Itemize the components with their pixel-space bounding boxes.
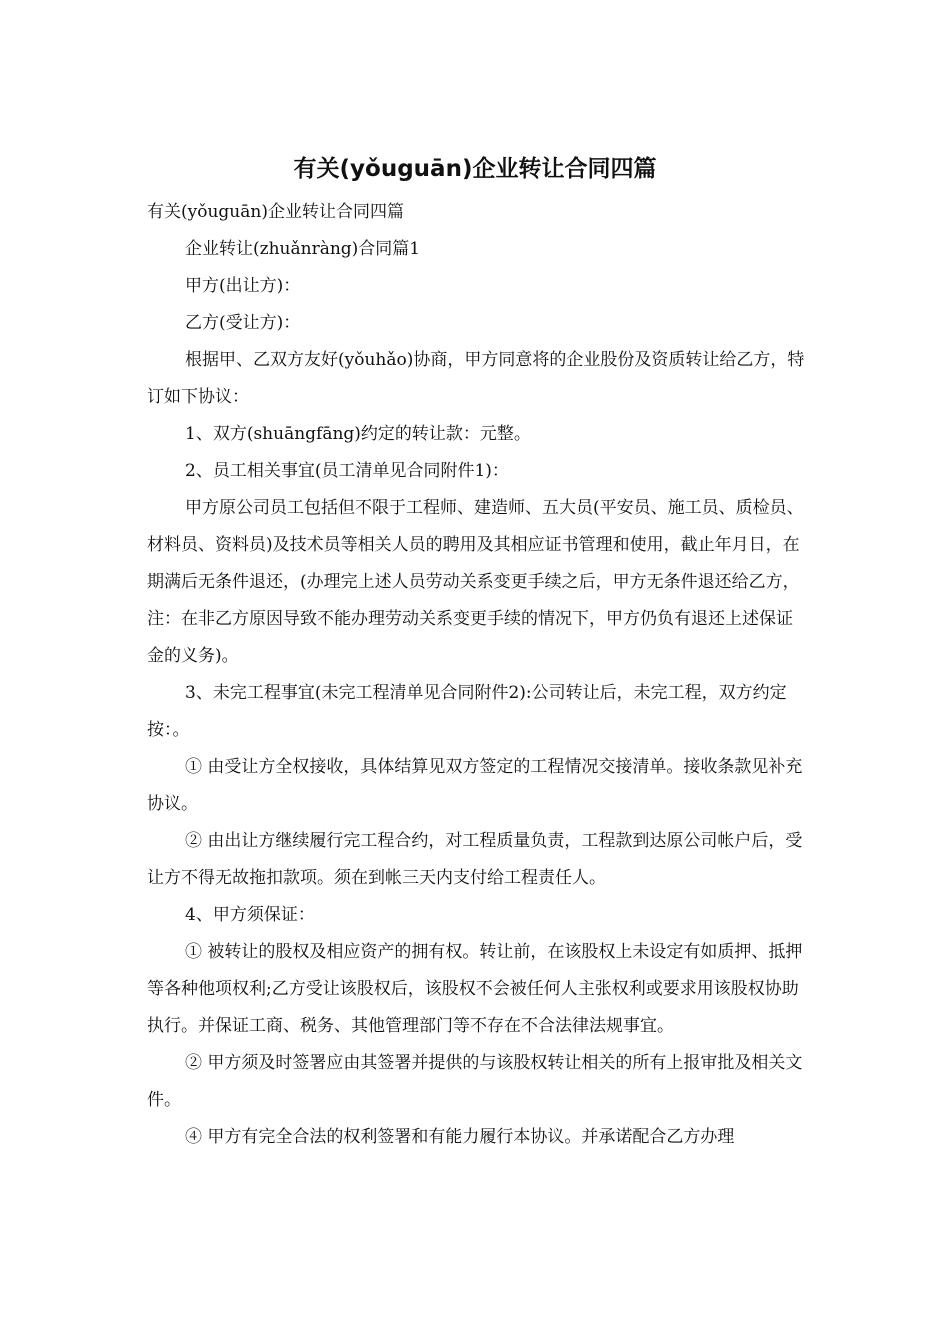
paragraph-heading: 有关(yǒuguān)企业转让合同四篇 <box>147 202 404 222</box>
paragraph-contract-number: 企业转让(zhuǎnràng)合同篇1 <box>185 239 421 259</box>
paragraph-clause-1: 1、双方(shuāngfāng)约定的转让款：元整。 <box>185 424 531 444</box>
paragraph-clause-3: 3、未完工程事宜(未完工程清单见合同附件2):公司转让后，未完工程，双方约定按：。 <box>147 683 787 740</box>
paragraph-clause-2-detail: 甲方原公司员工包括但不限于工程师、建造师、五大员(平安员、施工员、质检员、材料员、资料员)及技术员等相关人员的聘用及其相应证书管理和使用，截止年月日，在期满后无条件退还，(办理完上述人员劳动关系变更手续之后，甲方无条件退还给乙方，注：在非乙方原因导致不能办理劳动关系变更手续的情况下，甲方仍负有退还上述保证金的义务)。 <box>147 498 804 666</box>
document-title: 有关(yǒuguān)企业转让合同四篇 <box>293 156 657 182</box>
paragraph-clause-4-item-1: ① 被转让的股权及相应资产的拥有权。转让前，在该股权上未设定有如质押、抵押等各种他项权利;乙方受让该股权后，该股权不会被任何人主张权利或要求用该股权协助执行。并保证工商、税务、其他管理部门等不存在不合法律法规事宜。 <box>147 942 803 1036</box>
paragraph-preamble: 根据甲、乙双方友好(yǒuhǎo)协商，甲方同意将的企业股份及资质转让给乙方，特订如下协议： <box>147 350 805 407</box>
paragraph-clause-3-option-2: ② 由出让方继续履行完工程合约，对工程质量负责，工程款到达原公司帐户后，受让方不得无故拖扣款项。须在到帐三天内支付给工程责任人。 <box>147 831 803 888</box>
document-body <box>147 194 807 1156</box>
paragraph-clause-2: 2、员工相关事宜(员工清单见合同附件1)： <box>185 461 509 481</box>
paragraph-clause-4-item-2: ② 甲方须及时签署应由其签署并提供的与该股权转让相关的所有上报审批及相关文件。 <box>147 1053 803 1110</box>
paragraph-clause-4-item-4: ④ 甲方有完全合法的权利签署和有能力履行本协议。并承诺配合乙方办理 <box>185 1127 735 1147</box>
paragraph-clause-4: 4、甲方须保证： <box>185 905 315 925</box>
paragraph-party-a: 甲方(出让方)： <box>185 276 301 296</box>
paragraph-clause-3-option-1: ① 由受让方全权接收，具体结算见双方签定的工程情况交接清单。接收条款见补充协议。 <box>147 757 803 814</box>
paragraph-party-b: 乙方(受让方)： <box>185 313 301 333</box>
